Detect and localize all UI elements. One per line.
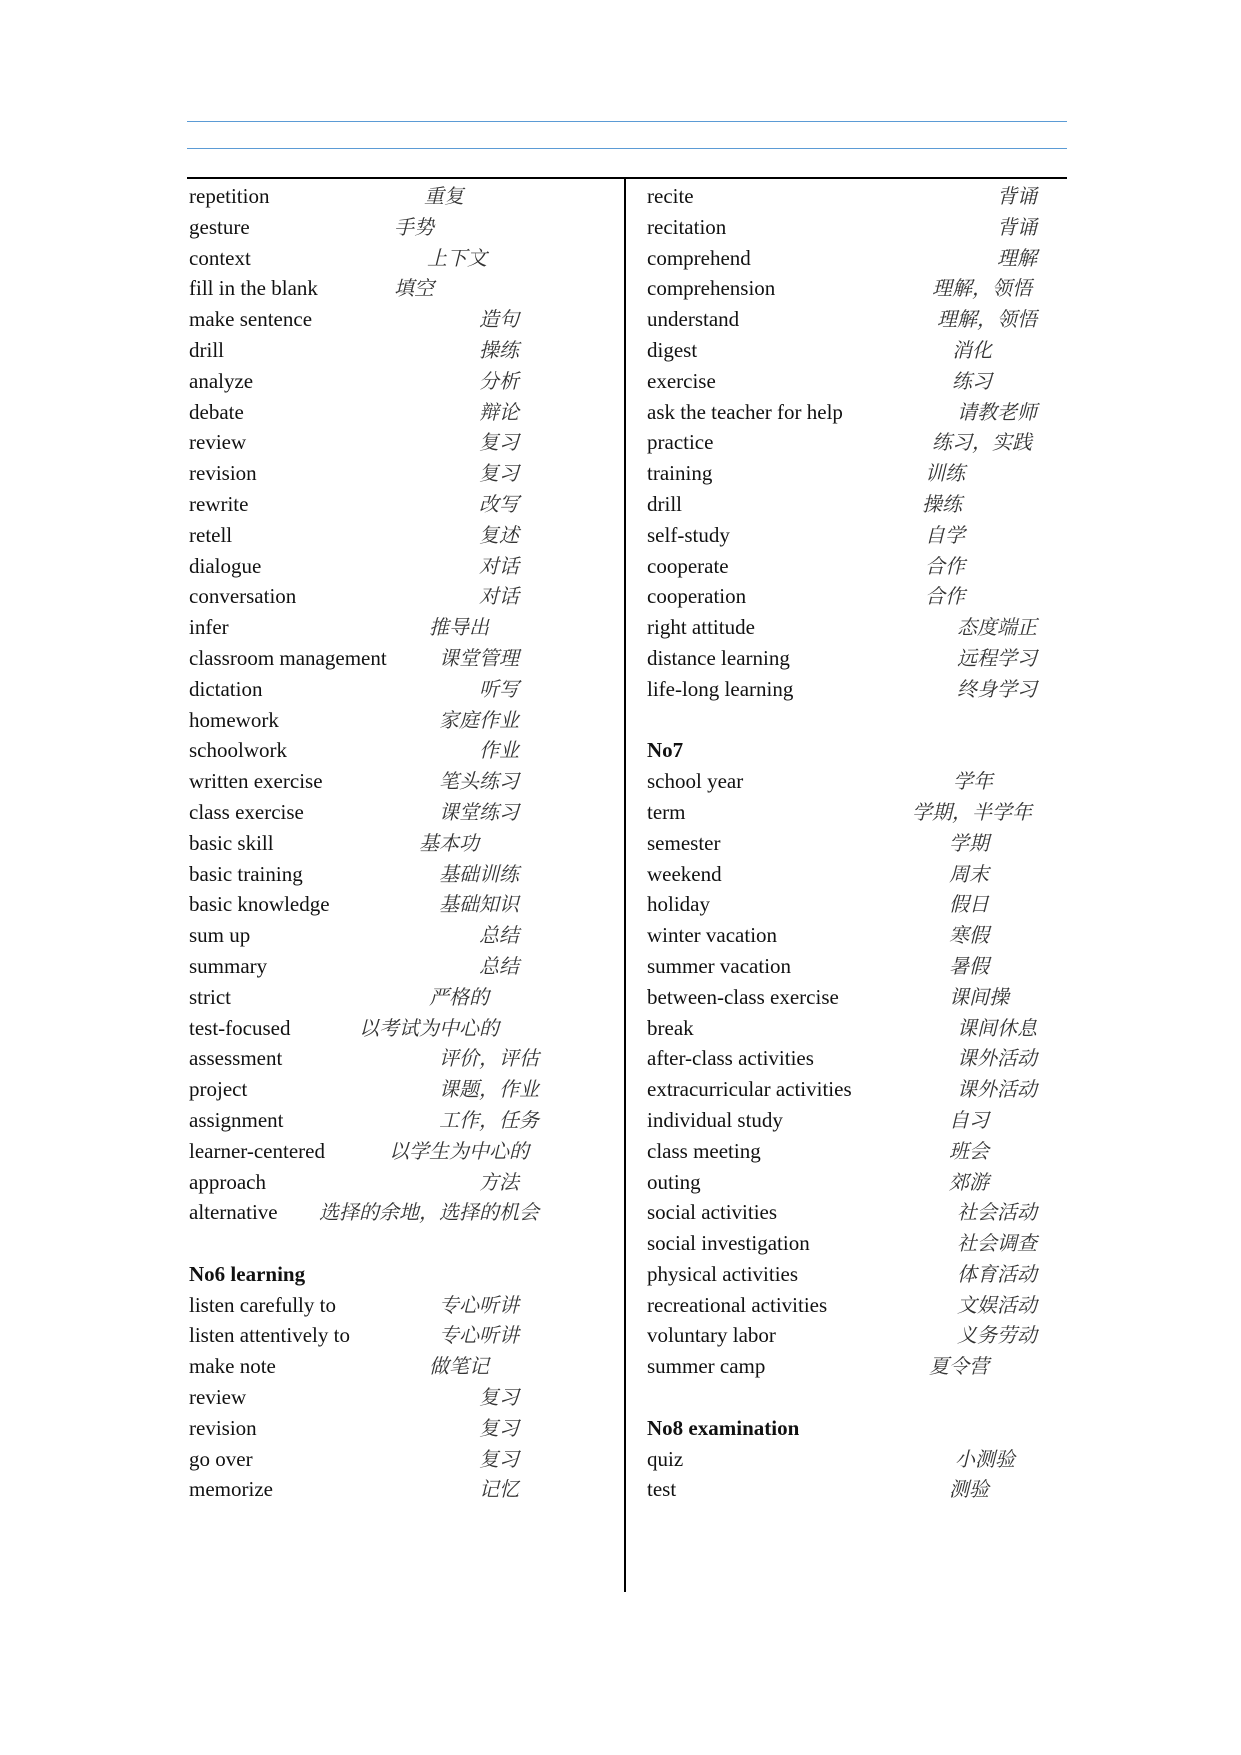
chinese-gloss: 对话 (479, 553, 519, 578)
vocab-row (647, 797, 1057, 828)
vocab-row (189, 1382, 619, 1413)
chinese-gloss: 郊游 (949, 1169, 989, 1194)
vocab-row (647, 828, 1057, 859)
chinese-gloss: 假日 (949, 892, 989, 917)
vocab-row (189, 273, 619, 304)
vocab-row (647, 181, 1057, 212)
chinese-gloss: 记忆 (479, 1477, 519, 1502)
english-term: social investigation (647, 1231, 810, 1256)
section-heading-text: No8 examination (647, 1415, 800, 1440)
chinese-gloss: 复习 (479, 461, 519, 486)
english-term: outing (647, 1169, 701, 1194)
chinese-gloss: 重复 (424, 184, 464, 208)
english-term: analyze (189, 368, 254, 393)
vocab-row (189, 1320, 619, 1351)
english-term: comprehend (647, 245, 751, 270)
chinese-gloss: 背诵 (997, 184, 1037, 208)
english-term: after-class activities (647, 1046, 814, 1071)
vocab-row (189, 1351, 619, 1382)
chinese-gloss: 课题，作业 (439, 1077, 539, 1102)
chinese-gloss: 班会 (949, 1138, 989, 1163)
chinese-gloss: 推导出 (429, 615, 489, 640)
chinese-gloss: 学年 (953, 769, 993, 794)
english-term: exercise (647, 368, 716, 393)
chinese-gloss: 义务劳动 (957, 1323, 1037, 1348)
chinese-gloss: 复述 (479, 522, 519, 547)
column-divider (624, 177, 626, 1592)
english-term: repetition (189, 184, 270, 208)
header-rule-top (187, 121, 1067, 122)
chinese-gloss: 合作 (925, 584, 965, 609)
english-term: go over (189, 1446, 253, 1471)
chinese-gloss: 填空 (394, 276, 434, 301)
vocab-row (189, 859, 619, 890)
chinese-gloss: 周末 (949, 861, 989, 886)
english-term: infer (189, 615, 229, 640)
vocab-row (647, 243, 1057, 274)
english-term: test-focused (189, 1015, 291, 1040)
english-term: listen attentively to (189, 1323, 350, 1348)
blank-line (647, 1382, 1057, 1413)
vocab-row (647, 859, 1057, 890)
english-term: make note (189, 1354, 276, 1379)
chinese-gloss: 专心听讲 (439, 1292, 519, 1317)
vocab-row (647, 1474, 1057, 1505)
chinese-gloss: 课外活动 (957, 1046, 1037, 1071)
vocab-row (189, 612, 619, 643)
chinese-gloss: 体育活动 (957, 1261, 1037, 1286)
chinese-gloss: 学期 (949, 830, 989, 855)
chinese-gloss: 家庭作业 (439, 707, 519, 732)
english-term: cooperate (647, 553, 729, 578)
vocab-row (647, 951, 1057, 982)
chinese-gloss: 上下文 (427, 245, 487, 270)
english-term: term (647, 799, 686, 824)
vocab-row (189, 1074, 619, 1105)
english-term: project (189, 1077, 248, 1102)
vocab-row (647, 1013, 1057, 1044)
english-term: alternative (189, 1200, 278, 1225)
chinese-gloss: 复习 (479, 430, 519, 455)
vocab-row (189, 705, 619, 736)
english-term: winter vacation (647, 923, 778, 948)
english-term: between-class exercise (647, 984, 839, 1009)
english-term: rewrite (189, 491, 249, 516)
english-term: classroom management (189, 645, 387, 670)
vocab-row (189, 766, 619, 797)
vocab-row (189, 335, 619, 366)
english-term: dictation (189, 676, 263, 701)
english-term: social activities (647, 1200, 778, 1225)
vocab-row (189, 1105, 619, 1136)
vocab-row (647, 1444, 1057, 1475)
vocab-row (647, 982, 1057, 1013)
chinese-gloss: 理解，领悟 (937, 307, 1037, 332)
chinese-gloss: 复习 (479, 1446, 519, 1471)
vocab-row (189, 489, 619, 520)
english-term: review (189, 1385, 247, 1410)
vocab-row (189, 674, 619, 705)
english-term: summer camp (647, 1354, 766, 1379)
chinese-gloss: 严格的 (429, 984, 489, 1009)
vocab-row (647, 1136, 1057, 1167)
chinese-gloss: 请教老师 (957, 399, 1037, 424)
english-term: semester (647, 830, 721, 855)
chinese-gloss: 理解，领悟 (932, 276, 1032, 301)
english-term: memorize (189, 1477, 273, 1502)
vocab-row (189, 1043, 619, 1074)
chinese-gloss: 夏令营 (929, 1354, 989, 1379)
vocab-row (189, 982, 619, 1013)
english-term: written exercise (189, 769, 323, 794)
english-term: drill (647, 491, 682, 516)
english-term: summary (189, 953, 268, 978)
chinese-gloss: 复习 (479, 1415, 519, 1440)
english-term: life-long learning (647, 676, 794, 701)
chinese-gloss: 自学 (925, 522, 965, 547)
vocab-row (189, 427, 619, 458)
vocab-row (647, 674, 1057, 705)
english-term: basic skill (189, 830, 274, 855)
vocab-row (647, 458, 1057, 489)
chinese-gloss: 工作，任务 (439, 1107, 539, 1132)
chinese-gloss: 笔头练习 (439, 769, 519, 794)
english-term: conversation (189, 584, 297, 609)
vocab-row (189, 366, 619, 397)
vocab-row (189, 397, 619, 428)
english-term: class exercise (189, 799, 304, 824)
vocab-row (189, 889, 619, 920)
english-term: break (647, 1015, 694, 1040)
english-term: understand (647, 307, 740, 332)
chinese-gloss: 基础训练 (439, 861, 519, 886)
english-term: recite (647, 184, 694, 208)
vocab-row (189, 304, 619, 335)
section-heading (647, 735, 1057, 766)
chinese-gloss: 手势 (394, 214, 434, 239)
english-term: quiz (647, 1446, 684, 1471)
chinese-gloss: 操练 (479, 337, 519, 362)
vocab-row (647, 427, 1057, 458)
vocab-row (647, 1290, 1057, 1321)
vocab-row (189, 735, 619, 766)
vocab-row (189, 1444, 619, 1475)
english-term: cooperation (647, 584, 747, 609)
chinese-gloss: 选择的余地，选择的机会 (319, 1200, 539, 1225)
english-term: approach (189, 1169, 266, 1194)
english-term: basic training (189, 861, 303, 886)
vocab-row (647, 366, 1057, 397)
chinese-gloss: 辩论 (479, 399, 519, 424)
chinese-gloss: 操练 (922, 491, 962, 516)
vocab-row (647, 1197, 1057, 1228)
english-term: homework (189, 707, 279, 732)
vocab-row (189, 920, 619, 951)
vocab-row (189, 212, 619, 243)
english-term: gesture (189, 214, 250, 239)
english-term: digest (647, 337, 698, 362)
vocab-row (189, 951, 619, 982)
vocab-row (647, 1074, 1057, 1105)
vocab-row (189, 181, 619, 212)
english-term: extracurricular activities (647, 1077, 852, 1102)
vocab-row (189, 1290, 619, 1321)
vocab-row (189, 581, 619, 612)
vocab-row (189, 797, 619, 828)
english-term: right attitude (647, 615, 755, 640)
chinese-gloss: 基本功 (419, 830, 479, 855)
blank-line (189, 1228, 619, 1259)
english-term: schoolwork (189, 738, 287, 763)
english-term: debate (189, 399, 244, 424)
header-rule-bottom (187, 148, 1067, 149)
chinese-gloss: 背诵 (997, 214, 1037, 239)
blank-line (647, 705, 1057, 736)
english-term: school year (647, 769, 744, 794)
vocab-row (647, 520, 1057, 551)
chinese-gloss: 基础知识 (439, 892, 519, 917)
english-term: sum up (189, 923, 251, 948)
chinese-gloss: 训练 (925, 461, 965, 486)
left-vocabulary-column (189, 181, 619, 1505)
english-term: recitation (647, 214, 727, 239)
english-term: ask the teacher for help (647, 399, 843, 424)
section-heading (189, 1259, 619, 1290)
chinese-gloss: 复习 (479, 1385, 519, 1410)
chinese-gloss: 文娱活动 (957, 1292, 1037, 1317)
chinese-gloss: 听写 (479, 676, 519, 701)
vocab-row (189, 1013, 619, 1044)
chinese-gloss: 合作 (925, 553, 965, 578)
chinese-gloss: 专心听讲 (439, 1323, 519, 1348)
english-term: review (189, 430, 247, 455)
chinese-gloss: 态度端正 (957, 615, 1037, 640)
vocab-row (647, 1167, 1057, 1198)
chinese-gloss: 练习 (952, 368, 992, 393)
chinese-gloss: 总结 (479, 953, 519, 978)
vocab-row (647, 551, 1057, 582)
chinese-gloss: 做笔记 (429, 1354, 489, 1379)
vocab-row (189, 1136, 619, 1167)
chinese-gloss: 造句 (479, 307, 519, 332)
chinese-gloss: 课堂管理 (439, 645, 519, 670)
english-term: voluntary labor (647, 1323, 776, 1348)
vocab-row (647, 920, 1057, 951)
vocab-row (189, 243, 619, 274)
english-term: training (647, 461, 713, 486)
chinese-gloss: 寒假 (949, 923, 989, 948)
english-term: assessment (189, 1046, 283, 1071)
english-term: basic knowledge (189, 892, 330, 917)
vocab-row (647, 1043, 1057, 1074)
english-term: retell (189, 522, 233, 547)
english-term: weekend (647, 861, 722, 886)
vocab-row (647, 1105, 1057, 1136)
vocab-row (647, 397, 1057, 428)
english-term: individual study (647, 1107, 783, 1132)
vocab-row (189, 643, 619, 674)
vocab-row (189, 1413, 619, 1444)
chinese-gloss: 课堂练习 (439, 799, 519, 824)
chinese-gloss: 暑假 (949, 953, 989, 978)
english-term: context (189, 245, 251, 270)
vocab-row (647, 212, 1057, 243)
english-term: drill (189, 337, 224, 362)
vocab-row (647, 1351, 1057, 1382)
vocab-row (647, 612, 1057, 643)
right-vocabulary-column (647, 181, 1057, 1505)
english-term: make sentence (189, 307, 313, 332)
english-term: class meeting (647, 1138, 761, 1163)
english-term: physical activities (647, 1261, 799, 1286)
english-term: summer vacation (647, 953, 792, 978)
vocab-row (189, 1197, 619, 1228)
english-term: listen carefully to (189, 1292, 336, 1317)
english-term: test (647, 1477, 677, 1502)
vocab-row (647, 1259, 1057, 1290)
section-heading-text: No7 (647, 738, 684, 763)
chinese-gloss: 方法 (479, 1169, 519, 1194)
english-term: fill in the blank (189, 276, 318, 301)
chinese-gloss: 总结 (479, 923, 519, 948)
vocab-row (189, 1474, 619, 1505)
vocab-row (189, 520, 619, 551)
vocab-row (647, 1320, 1057, 1351)
vocab-row (189, 551, 619, 582)
chinese-gloss: 分析 (479, 368, 519, 393)
vocab-row (189, 458, 619, 489)
vocab-row (189, 828, 619, 859)
chinese-gloss: 学期，半学年 (912, 799, 1032, 824)
chinese-gloss: 社会调查 (957, 1231, 1037, 1256)
vocab-row (647, 304, 1057, 335)
english-term: comprehension (647, 276, 776, 301)
chinese-gloss: 对话 (479, 584, 519, 609)
chinese-gloss: 理解 (997, 245, 1037, 270)
english-term: revision (189, 461, 257, 486)
english-term: strict (189, 984, 231, 1009)
vocab-row (647, 489, 1057, 520)
section-heading (647, 1413, 1057, 1444)
english-term: recreational activities (647, 1292, 828, 1317)
vocab-row (647, 581, 1057, 612)
chinese-gloss: 课外活动 (957, 1077, 1037, 1102)
chinese-gloss: 小测验 (955, 1446, 1015, 1471)
table-top-border (187, 177, 1067, 179)
english-term: dialogue (189, 553, 262, 578)
english-term: revision (189, 1415, 257, 1440)
chinese-gloss: 以考试为中心的 (359, 1015, 499, 1040)
chinese-gloss: 消化 (952, 337, 992, 362)
chinese-gloss: 终身学习 (957, 676, 1037, 701)
english-term: assignment (189, 1107, 284, 1132)
chinese-gloss: 课间操 (949, 984, 1009, 1009)
chinese-gloss: 社会活动 (957, 1200, 1037, 1225)
vocab-row (647, 889, 1057, 920)
vocab-row (647, 643, 1057, 674)
vocab-row (647, 335, 1057, 366)
english-term: holiday (647, 892, 710, 917)
chinese-gloss: 以学生为中心的 (389, 1138, 529, 1163)
english-term: practice (647, 430, 714, 455)
english-term: self-study (647, 522, 730, 547)
section-heading-text: No6 learning (189, 1261, 306, 1286)
chinese-gloss: 改写 (479, 491, 519, 516)
chinese-gloss: 远程学习 (957, 645, 1037, 670)
chinese-gloss: 评价，评估 (439, 1046, 539, 1071)
chinese-gloss: 作业 (479, 738, 519, 763)
vocab-row (647, 273, 1057, 304)
chinese-gloss: 课间休息 (957, 1015, 1037, 1040)
vocab-row (647, 766, 1057, 797)
chinese-gloss: 自习 (949, 1107, 989, 1132)
chinese-gloss: 练习，实践 (932, 430, 1032, 455)
vocab-row (647, 1228, 1057, 1259)
english-term: learner-centered (189, 1138, 325, 1163)
chinese-gloss: 测验 (949, 1477, 989, 1502)
english-term: distance learning (647, 645, 790, 670)
vocab-row (189, 1167, 619, 1198)
